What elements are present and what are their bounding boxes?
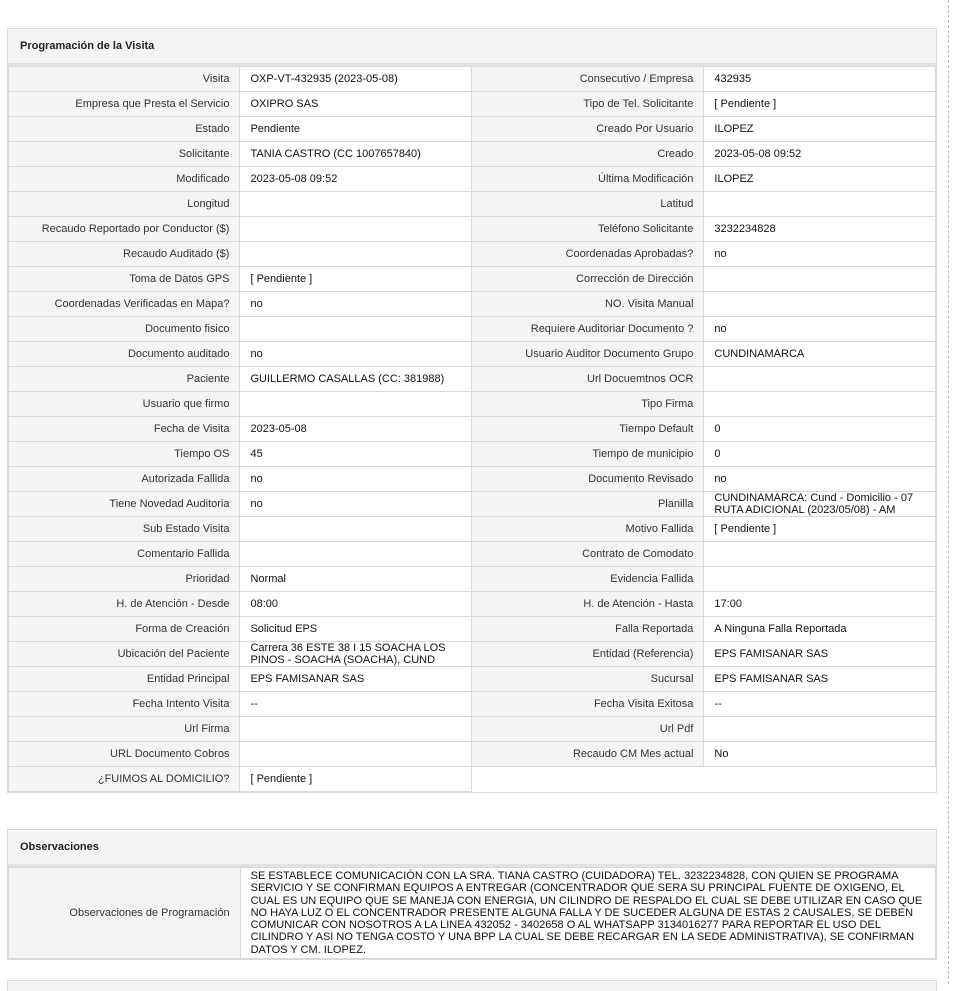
field-value: [ Pendiente ] <box>704 92 936 117</box>
visit-details-table <box>8 66 936 792</box>
field-label: Url Firma <box>9 717 240 742</box>
field-label: Forma de Creación <box>9 617 240 642</box>
field-value: -- <box>240 692 471 717</box>
page-dashed-border <box>948 0 949 984</box>
field-value: No <box>704 742 936 767</box>
field-value: EPS FAMISANAR SAS <box>704 642 936 667</box>
field-value <box>240 317 471 342</box>
detail-row <box>9 242 936 267</box>
field-value: 432935 <box>704 67 936 92</box>
field-label: Usuario que firmo <box>9 392 240 417</box>
field-label: Tipo Firma <box>471 392 703 417</box>
field-value: [ Pendiente ] <box>240 267 471 292</box>
field-label: Ubicación del Paciente <box>9 642 240 667</box>
field-value: no <box>240 342 471 367</box>
field-value <box>240 742 471 767</box>
detail-row <box>9 642 936 667</box>
field-value: 17:00 <box>704 592 936 617</box>
observations-title: Observaciones <box>8 830 936 867</box>
field-value: ILOPEZ <box>704 117 936 142</box>
field-label: Tiempo OS <box>9 442 240 467</box>
detail-row <box>9 267 936 292</box>
field-value <box>240 542 471 567</box>
field-label: H. de Atención - Hasta <box>471 592 703 617</box>
field-value <box>240 717 471 742</box>
field-value: no <box>240 492 471 517</box>
field-label: Motivo Fallida <box>471 517 703 542</box>
field-label: Sucursal <box>471 667 703 692</box>
field-label: Estado <box>9 117 240 142</box>
field-label: Contrato de Comodato <box>471 542 703 567</box>
field-label: Autorizada Fallida <box>9 467 240 492</box>
field-label: Coordenadas Verificadas en Mapa? <box>9 292 240 317</box>
field-value: A Ninguna Falla Reportada <box>704 617 936 642</box>
observations-row <box>9 868 936 959</box>
field-value <box>704 267 936 292</box>
field-value: 08:00 <box>240 592 471 617</box>
field-label: Última Modificación <box>471 167 703 192</box>
field-label: Latitud <box>471 192 703 217</box>
observations-panel <box>7 829 937 960</box>
field-label: Creado Por Usuario <box>471 117 703 142</box>
detail-row <box>9 292 936 317</box>
field-label: Tiempo Default <box>471 417 703 442</box>
field-value: TANIA CASTRO (CC 1007657840) <box>240 142 471 167</box>
field-label: ¿FUIMOS AL DOMICILIO? <box>9 767 240 792</box>
detail-row <box>9 717 936 742</box>
field-value: 0 <box>704 442 936 467</box>
field-value <box>704 192 936 217</box>
field-value <box>704 567 936 592</box>
detail-row <box>9 342 936 367</box>
field-label: Prioridad <box>9 567 240 592</box>
field-value <box>704 367 936 392</box>
detail-row <box>9 442 936 467</box>
field-value: no <box>704 467 936 492</box>
field-label: Consecutivo / Empresa <box>471 67 703 92</box>
detail-row <box>9 617 936 642</box>
field-label: URL Documento Cobros <box>9 742 240 767</box>
detail-row <box>9 217 936 242</box>
field-label: Sub Estado Visita <box>9 517 240 542</box>
detail-row <box>9 467 936 492</box>
observations-text: SE ESTABLECE COMUNICACIÓN CON LA SRA. TIANA CASTRO (CUIDADORA) TEL. 3232234828, CON QUIEN SE PROGRAMA SERVICIO Y SE CONFIRMAN EQUIPOS A ENTREGAR (CONCENTRADOR QUE SERA SU PRINCIPAL FUENTE DE OXIGENO, EL CUAL ES UN EQUIPO QUE SE MANEJA CON ENERGIA, UN CILINDRO DE RESPALDO EL CUAL SE DEBE UTILIZAR EN CASO QUE NO HAYA LUZ O EL CONCENTRADOR PRESENTE ALGUNA FALLA Y DE SUCEDER ALGUNA DE ESTAS 2 CAUSALES, SE DEBEN COMUNICAR CON NOSOTROS A LA LINEA 432052 - 3402658 O AL WHATSAPP 3134016277 PARA REPORTAR EL USO DEL CILINDRO Y ASI NO TENGA COSTO Y UNA BPP LA CUAL SE DEBE RECARGAR EN LA SEDE ADMINISTRATIVA), SE CONFIRMAN DATOS Y CM. ILOPEZ. <box>240 868 935 959</box>
field-value: 2023-05-08 <box>240 417 471 442</box>
field-value: Pendiente <box>240 117 471 142</box>
field-value <box>704 292 936 317</box>
field-label: Creado <box>471 142 703 167</box>
field-value <box>240 517 471 542</box>
field-label: NO. Visita Manual <box>471 292 703 317</box>
field-value <box>704 717 936 742</box>
field-label: Tiene Novedad Auditoria <box>9 492 240 517</box>
field-value <box>240 217 471 242</box>
field-label: Url Pdf <box>471 717 703 742</box>
field-value: Normal <box>240 567 471 592</box>
field-value: no <box>240 467 471 492</box>
field-label: Falla Reportada <box>471 617 703 642</box>
field-label: Usuario Auditor Documento Grupo <box>471 342 703 367</box>
field-value: 2023-05-08 09:52 <box>704 142 936 167</box>
field-value: [ Pendiente ] <box>240 767 471 792</box>
field-label: Toma de Datos GPS <box>9 267 240 292</box>
field-value: 45 <box>240 442 471 467</box>
field-label: Visita <box>9 67 240 92</box>
field-label: Fecha Visita Exitosa <box>471 692 703 717</box>
detail-row <box>9 192 936 217</box>
field-label: Paciente <box>9 367 240 392</box>
field-value <box>240 192 471 217</box>
detail-row <box>9 92 936 117</box>
field-label: Documento Revisado <box>471 467 703 492</box>
field-label: Tipo de Tel. Solicitante <box>471 92 703 117</box>
field-value: -- <box>704 692 936 717</box>
detail-row <box>9 542 936 567</box>
field-label: Coordenadas Aprobadas? <box>471 242 703 267</box>
detail-row <box>9 667 936 692</box>
field-value <box>704 542 936 567</box>
field-value: EPS FAMISANAR SAS <box>240 667 471 692</box>
field-label: Planilla <box>471 492 703 517</box>
field-value <box>704 392 936 417</box>
field-label: Tiempo de municipio <box>471 442 703 467</box>
detail-row <box>9 167 936 192</box>
field-label: Recaudo Auditado ($) <box>9 242 240 267</box>
next-section-panel <box>7 980 937 991</box>
detail-row <box>9 392 936 417</box>
field-value: OXIPRO SAS <box>240 92 471 117</box>
detail-row <box>9 517 936 542</box>
field-value <box>240 242 471 267</box>
field-label: Requiere Auditoriar Documento ? <box>471 317 703 342</box>
detail-row <box>9 142 936 167</box>
field-value <box>240 392 471 417</box>
visit-schedule-title: Programación de la Visita <box>8 29 936 66</box>
field-label: Documento fisico <box>9 317 240 342</box>
field-label: H. de Atención - Desde <box>9 592 240 617</box>
field-value: no <box>240 292 471 317</box>
field-value: no <box>704 317 936 342</box>
field-label: Url Docuemtnos OCR <box>471 367 703 392</box>
field-value: OXP-VT-432935 (2023-05-08) <box>240 67 471 92</box>
field-value: ILOPEZ <box>704 167 936 192</box>
detail-row <box>9 317 936 342</box>
field-label: Modificado <box>9 167 240 192</box>
field-label: Recaudo CM Mes actual <box>471 742 703 767</box>
detail-row <box>9 417 936 442</box>
detail-row <box>9 692 936 717</box>
field-label: Documento auditado <box>9 342 240 367</box>
field-label: Teléfono Solicitante <box>471 217 703 242</box>
observations-label: Observaciones de Programación <box>9 868 241 959</box>
field-label: Entidad Principal <box>9 667 240 692</box>
field-value: EPS FAMISANAR SAS <box>704 667 936 692</box>
field-label: Fecha de Visita <box>9 417 240 442</box>
field-value: GUILLERMO CASALLAS (CC: 381988) <box>240 367 471 392</box>
field-value: CUNDINAMARCA: Cund - Domicilio - 07 RUTA ADICIONAL (2023/05/08) - AM <box>704 492 936 517</box>
field-value: 2023-05-08 09:52 <box>240 167 471 192</box>
detail-row <box>9 67 936 92</box>
field-label: Empresa que Presta el Servicio <box>9 92 240 117</box>
field-label: Recaudo Reportado por Conductor ($) <box>9 217 240 242</box>
detail-row <box>9 592 936 617</box>
observations-table <box>8 867 936 959</box>
empty-cell <box>471 767 935 792</box>
field-value: no <box>704 242 936 267</box>
field-label: Solicitante <box>9 142 240 167</box>
detail-row <box>9 767 936 792</box>
visit-schedule-panel <box>7 28 937 793</box>
detail-row <box>9 567 936 592</box>
field-label: Corrección de Dirección <box>471 267 703 292</box>
field-value: Carrera 36 ESTE 38 I 15 SOACHA LOS PINOS - SOACHA (SOACHA), CUND <box>240 642 471 667</box>
detail-row <box>9 492 936 517</box>
field-value: 3232234828 <box>704 217 936 242</box>
field-label: Comentario Fallida <box>9 542 240 567</box>
field-label: Longitud <box>9 192 240 217</box>
field-value: Solicitud EPS <box>240 617 471 642</box>
detail-row <box>9 117 936 142</box>
field-value: CUNDINAMARCA <box>704 342 936 367</box>
field-value: 0 <box>704 417 936 442</box>
detail-row <box>9 742 936 767</box>
field-label: Fecha Intento Visita <box>9 692 240 717</box>
field-label: Evidencia Fallida <box>471 567 703 592</box>
field-label: Entidad (Referencia) <box>471 642 703 667</box>
field-value: [ Pendiente ] <box>704 517 936 542</box>
detail-row <box>9 367 936 392</box>
